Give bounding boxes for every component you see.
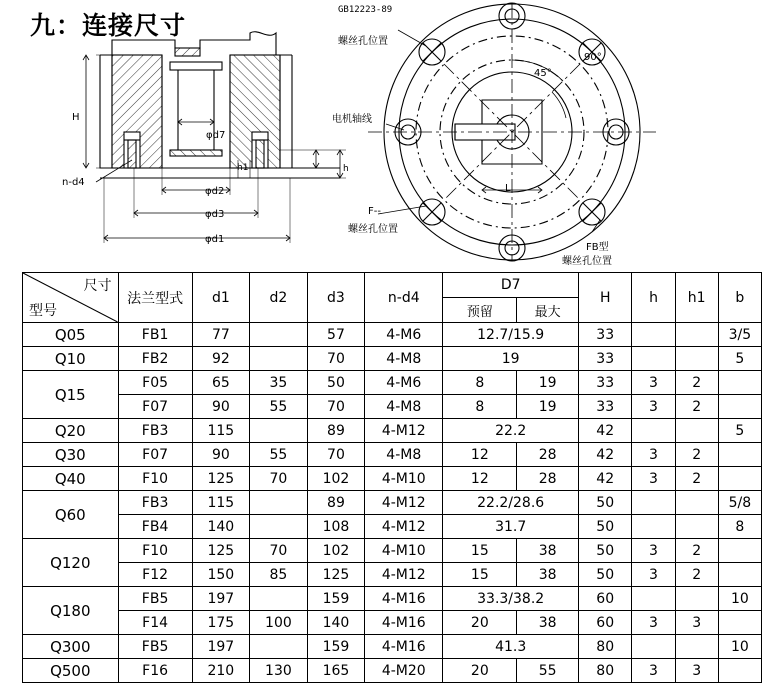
cell-b [718,539,761,563]
cell-d1: 125 [192,539,250,563]
cell-h [632,515,675,539]
table-row [23,635,762,659]
cell-d2 [250,419,308,443]
cell-d7-reserved: 20 [443,611,517,635]
cell-n-d4: 4-M12 [365,563,443,587]
cell-n-d4: 4-M6 [365,371,443,395]
cell-d3: 125 [307,563,365,587]
cell-d1: 92 [192,347,250,371]
table-row [23,323,762,347]
cell-d7-reserved: 12 [443,467,517,491]
cell-model: Q300 [23,635,119,659]
label-screw-hole-position-bottom: 螺丝孔位置 [348,224,398,235]
cell-n-d4: 4-M10 [365,539,443,563]
label-phi-d1: φd1 [205,234,225,245]
header-d7-reserved: 预留 [443,298,517,323]
cell-d2 [250,347,308,371]
header-d1: d1 [192,273,250,323]
cell-h [632,347,675,371]
cell-d7: 22.2 [443,419,579,443]
cell-n-d4: 4-M12 [365,491,443,515]
cell-d7-reserved: 15 [443,563,517,587]
table-row [23,443,762,467]
cell-model: Q60 [23,491,119,539]
cell-d7-max: 19 [517,371,579,395]
cell-b [718,395,761,419]
cell-h: 3 [632,563,675,587]
cell-n-d4: 4-M8 [365,347,443,371]
cell-H: 80 [578,635,631,659]
cell-n-d4: 4-M16 [365,587,443,611]
header-d2: d2 [250,273,308,323]
cell-h1 [675,491,718,515]
cell-H: 60 [578,587,631,611]
cell-model: Q120 [23,539,119,587]
table-row [23,491,762,515]
table-row [23,587,762,611]
cell-H: 42 [578,419,631,443]
cell-d2: 70 [250,539,308,563]
table-row [23,539,762,563]
label-h: h [343,164,349,174]
header-b: b [718,273,761,323]
cell-h: 3 [632,395,675,419]
header-d7-max: 最大 [517,298,579,323]
cell-d3: 140 [307,611,365,635]
cell-n-d4: 4-M12 [365,515,443,539]
cell-d1: 65 [192,371,250,395]
corner-label-size: 尺寸 [83,278,112,294]
cell-h1: 2 [675,443,718,467]
cell-d7-reserved: 15 [443,539,517,563]
cell-H: 42 [578,467,631,491]
cell-flange-type: FB5 [118,635,192,659]
cell-d7: 22.2/28.6 [443,491,579,515]
cell-d2 [250,635,308,659]
label-angle-90: 90° [584,52,602,63]
cell-d3: 70 [307,443,365,467]
cell-model: Q500 [23,659,119,683]
table-row [23,395,762,419]
header-h1: h1 [675,273,718,323]
cell-h1: 2 [675,371,718,395]
cell-model: Q15 [23,371,119,419]
cell-d2 [250,587,308,611]
label-screw-hole-position-top: 螺丝孔位置 [338,36,388,47]
cell-d7-reserved: 12 [443,443,517,467]
cell-d7-max: 55 [517,659,579,683]
cell-h1 [675,635,718,659]
cell-b [718,371,761,395]
cell-d1: 140 [192,515,250,539]
cell-flange-type: F05 [118,371,192,395]
cell-h: 3 [632,659,675,683]
cell-b [718,659,761,683]
cell-d2: 130 [250,659,308,683]
cell-h1 [675,419,718,443]
label-screw-hole-position-fb: 螺丝孔位置 [562,256,612,267]
cell-d2 [250,515,308,539]
cell-flange-type: FB3 [118,419,192,443]
cell-n-d4: 4-M16 [365,635,443,659]
cell-b: 5 [718,347,761,371]
cell-b [718,611,761,635]
cell-d3: 50 [307,371,365,395]
page-title: 九：连接尺寸 [30,11,187,40]
cell-h1: 3 [675,611,718,635]
cell-d3: 57 [307,323,365,347]
cell-model: Q10 [23,347,119,371]
cell-h: 3 [632,539,675,563]
cell-d7-max: 28 [517,467,579,491]
label-n-d4: n-d4 [62,177,85,188]
cell-d2 [250,491,308,515]
cell-flange-type: F16 [118,659,192,683]
cell-n-d4: 4-M10 [365,467,443,491]
cell-n-d4: 4-M12 [365,419,443,443]
cell-h1 [675,515,718,539]
cell-d3: 108 [307,515,365,539]
cell-b: 8 [718,515,761,539]
header-d3: d3 [307,273,365,323]
cell-d7: 33.3/38.2 [443,587,579,611]
cell-H: 60 [578,611,631,635]
table-row [23,371,762,395]
cell-b: 5 [718,419,761,443]
cell-b: 10 [718,587,761,611]
cell-n-d4: 4-M6 [365,323,443,347]
cell-h: 3 [632,443,675,467]
cell-d3: 159 [307,587,365,611]
cell-b [718,443,761,467]
cell-b [718,467,761,491]
cell-h [632,419,675,443]
cell-d7-max: 38 [517,611,579,635]
table-row [23,467,762,491]
cell-h: 3 [632,467,675,491]
table-row [23,515,762,539]
dimensions-table [22,272,762,683]
cell-flange-type: FB2 [118,347,192,371]
label-gb-standard: GB12223-89 [338,5,393,15]
cell-h: 3 [632,611,675,635]
cell-h [632,587,675,611]
cell-h [632,635,675,659]
cell-d1: 115 [192,419,250,443]
cell-b: 3/5 [718,323,761,347]
table-row [23,611,762,635]
label-phi-d3: φd3 [205,209,225,220]
cell-d7: 19 [443,347,579,371]
cell-h1: 2 [675,539,718,563]
cell-flange-type: F12 [118,563,192,587]
cell-d3: 89 [307,419,365,443]
cell-h1: 2 [675,467,718,491]
cell-h1: 3 [675,659,718,683]
cell-model: Q180 [23,587,119,635]
cell-b: 5/8 [718,491,761,515]
table-row [23,659,762,683]
cell-flange-type: FB5 [118,587,192,611]
cell-d3: 159 [307,635,365,659]
cell-d1: 90 [192,395,250,419]
cell-b [718,563,761,587]
cell-flange-type: F14 [118,611,192,635]
cell-h1 [675,587,718,611]
label-H: H [72,112,80,123]
header-H: H [578,273,631,323]
cell-d2: 55 [250,395,308,419]
cell-d7-max: 28 [517,443,579,467]
cell-h1: 2 [675,563,718,587]
cell-d2: 85 [250,563,308,587]
cell-h1: 2 [675,395,718,419]
cell-d7-reserved: 8 [443,371,517,395]
dimensions-table-wrap [22,272,762,683]
cell-flange-type: FB4 [118,515,192,539]
label-phi-d2: φd2 [205,186,225,197]
cell-n-d4: 4-M8 [365,395,443,419]
cell-d2 [250,323,308,347]
cell-d1: 90 [192,443,250,467]
cell-model: Q30 [23,443,119,467]
cell-d7: 12.7/15.9 [443,323,579,347]
cell-h [632,323,675,347]
header-d7: D7 [443,273,579,298]
label-motor-axis: 电机轴线 [332,114,372,125]
cell-model: Q20 [23,419,119,443]
cell-H: 50 [578,491,631,515]
table-row [23,419,762,443]
cell-d1: 115 [192,491,250,515]
cell-H: 50 [578,563,631,587]
label-f-type: F-- [368,206,381,217]
cell-flange-type: F10 [118,539,192,563]
label-angle-45: 45° [534,68,552,79]
cell-d1: 197 [192,587,250,611]
cell-h1 [675,323,718,347]
cell-n-d4: 4-M16 [365,611,443,635]
cell-d1: 77 [192,323,250,347]
header-flange-type: 法兰型式 [118,273,192,323]
label-fb-type: FB型 [586,242,609,253]
cell-d7: 41.3 [443,635,579,659]
cell-flange-type: F07 [118,395,192,419]
cell-H: 33 [578,371,631,395]
cell-d3: 70 [307,395,365,419]
cell-d2: 70 [250,467,308,491]
cell-d1: 210 [192,659,250,683]
cell-d1: 197 [192,635,250,659]
label-dim-L: L [505,183,511,194]
cell-flange-type: FB3 [118,491,192,515]
cell-d7-reserved: 8 [443,395,517,419]
cell-d1: 150 [192,563,250,587]
cell-b: 10 [718,635,761,659]
cell-model: Q40 [23,467,119,491]
cell-d2: 35 [250,371,308,395]
label-phi-d7: φd7 [206,130,226,141]
cell-n-d4: 4-M8 [365,443,443,467]
cell-d3: 102 [307,539,365,563]
cell-d1: 125 [192,467,250,491]
cell-model: Q05 [23,323,119,347]
cell-h1 [675,347,718,371]
cell-flange-type: F10 [118,467,192,491]
cell-d7-max: 38 [517,563,579,587]
cell-d3: 165 [307,659,365,683]
cell-H: 33 [578,395,631,419]
cell-d7: 31.7 [443,515,579,539]
table-row [23,347,762,371]
cell-d7-reserved: 20 [443,659,517,683]
cell-d3: 102 [307,467,365,491]
cell-d2: 100 [250,611,308,635]
cell-H: 33 [578,347,631,371]
cell-H: 80 [578,659,631,683]
table-corner-cell [23,273,119,323]
cell-d3: 89 [307,491,365,515]
cell-h: 3 [632,371,675,395]
cell-H: 50 [578,539,631,563]
cell-d7-max: 38 [517,539,579,563]
cell-H: 50 [578,515,631,539]
cell-H: 33 [578,323,631,347]
cell-n-d4: 4-M20 [365,659,443,683]
label-h1: h1 [237,163,249,173]
table-row [23,563,762,587]
header-n-d4: n-d4 [365,273,443,323]
cell-flange-type: FB1 [118,323,192,347]
cell-h [632,491,675,515]
header-h: h [632,273,675,323]
cell-d3: 70 [307,347,365,371]
cell-d7-max: 19 [517,395,579,419]
technical-drawing [0,0,784,268]
table-header-row-1 [23,273,762,298]
cell-d1: 175 [192,611,250,635]
cell-d2: 55 [250,443,308,467]
corner-label-model: 型号 [29,303,57,319]
cell-flange-type: F07 [118,443,192,467]
cell-H: 42 [578,443,631,467]
